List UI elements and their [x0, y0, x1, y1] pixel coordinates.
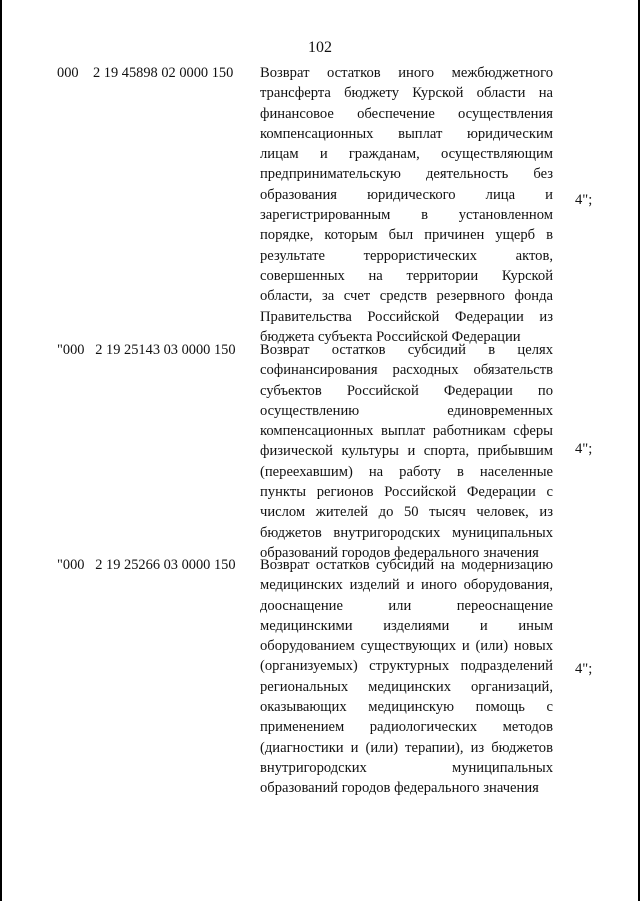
description-line: области, за счет средств резервного фонда [260, 288, 553, 305]
description-line: внутригородских муниципальных [260, 759, 553, 776]
description-line: Возврат остатков субсидий в целях [260, 342, 553, 358]
description-line: образований городов федерального значения [260, 544, 539, 561]
description-line: оборудованием существующих и (или) новых [260, 638, 553, 655]
entry-description [260, 340, 553, 563]
description-line: физической культуры и спорта, прибывшим [260, 443, 553, 460]
description-line: Возврат остатков субсидий на модернизацию [260, 557, 553, 573]
description-line: (переехавшим) на работу в населенные [260, 463, 553, 480]
description-line: (организуемых) структурных подразделений [260, 658, 553, 675]
description-line: финансовое обеспечение осуществления [260, 105, 553, 122]
description-line: Правительства Российской Федерации из [260, 308, 553, 325]
description-line: оказывающих медицинскую помощь с [260, 699, 553, 716]
budget-classification-code: "000 2 19 25266 03 0000 150 [57, 557, 236, 573]
description-line: компенсационных выплат юридическим [260, 125, 553, 142]
left-scan-edge [0, 0, 2, 901]
description-line: медицинскими изделиями и иным [260, 617, 553, 634]
description-line: компенсационных выплат работникам сферы [260, 423, 553, 440]
budget-classification-code: "000 2 19 25143 03 0000 150 [57, 342, 236, 358]
description-line: образования юридического лица и [260, 186, 553, 203]
description-line: лицам и гражданам, осуществляющим [260, 146, 553, 163]
entry-description [260, 555, 553, 799]
description-line: пункты регионов Российской Федерации с [260, 484, 553, 501]
description-line: бюджета субъекта Российской Федерации [260, 328, 521, 345]
description-line: предпринимательскую деятельность без [260, 166, 553, 183]
description-line: результате террористических актов, [260, 247, 553, 264]
amount-note: 4"; [575, 661, 593, 677]
entry-description [260, 63, 553, 347]
description-line: медицинских изделий и иного оборудования, [260, 577, 553, 594]
page-number: 102 [308, 39, 332, 56]
description-line: дооснащение или переоснащение [260, 597, 553, 614]
description-line: региональных медицинских организаций, [260, 678, 553, 695]
description-line: Возврат остатков иного межбюджетного [260, 65, 553, 81]
description-line: бюджетов внутригородских муниципальных [260, 524, 553, 541]
description-line: образований городов федерального значения [260, 780, 539, 797]
description-line: субъектов Российской Федерации по [260, 382, 553, 399]
description-line: осуществлению единовременных [260, 402, 553, 419]
budget-classification-code: 000 2 19 45898 02 0000 150 [57, 65, 234, 81]
amount-note: 4"; [575, 441, 593, 457]
description-line: числом жителей до 50 тысяч человек, из [260, 504, 553, 521]
description-line: трансферта бюджету Курской области на [260, 85, 553, 102]
description-line: порядке, которым был причинен ущерб в [260, 227, 553, 244]
description-line: (диагностики и (или) терапии), из бюджетов [260, 739, 553, 756]
description-line: совершенных на территории Курской [260, 267, 553, 284]
amount-note: 4"; [575, 192, 593, 208]
description-line: применением радиологических методов [260, 719, 553, 736]
description-line: зарегистрированным в установленном [260, 207, 553, 224]
description-line: софинансирования расходных обязательств [260, 362, 553, 379]
